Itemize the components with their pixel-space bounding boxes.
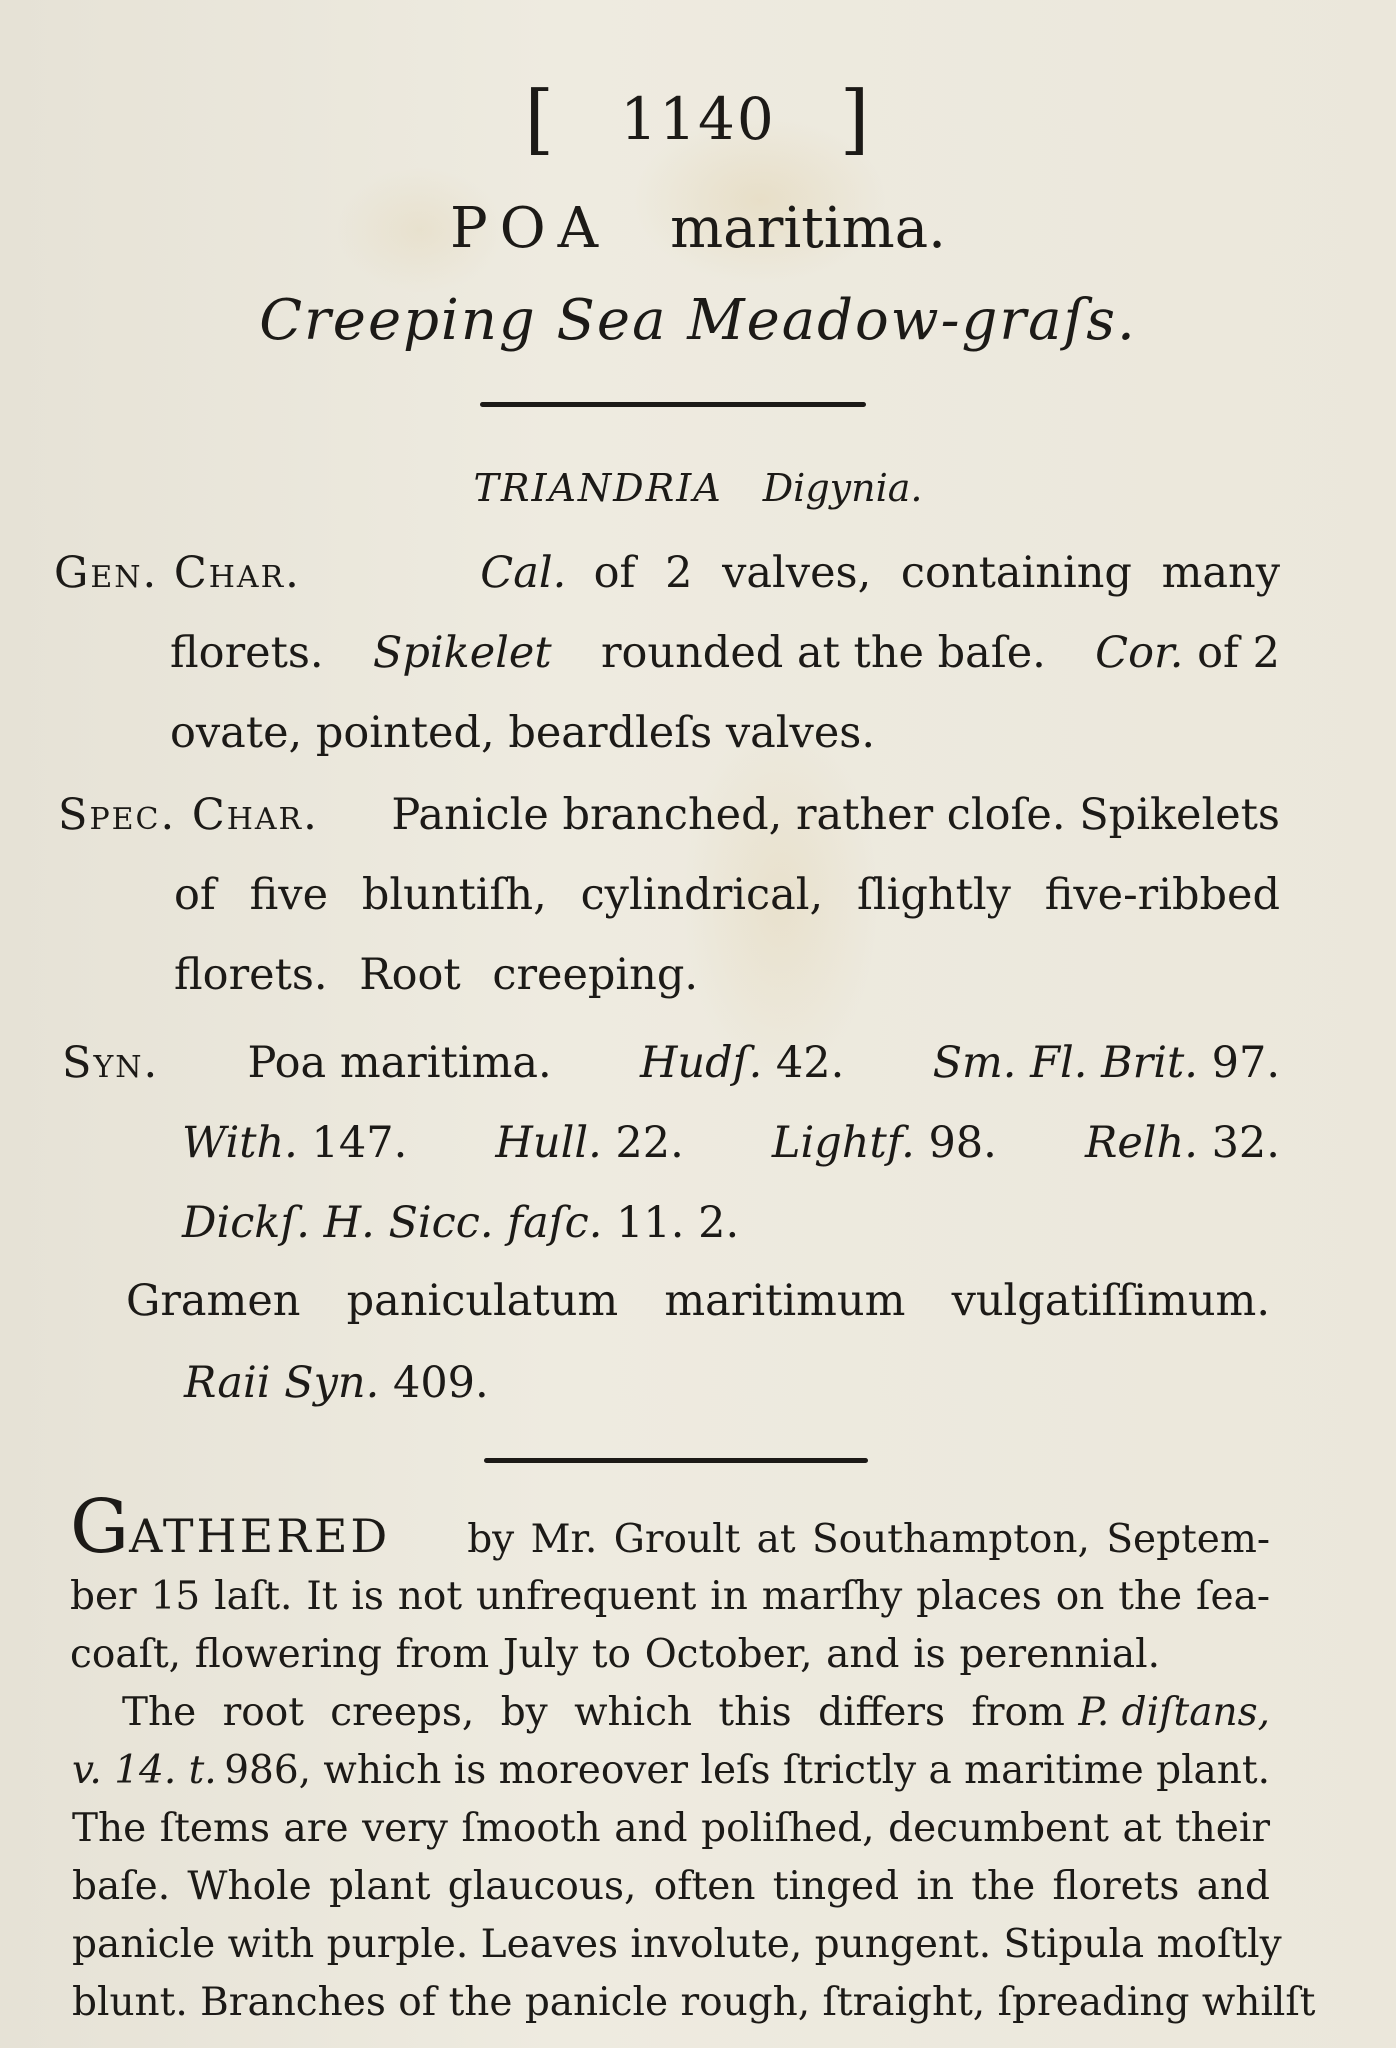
syn-ref: Hudſ. <box>639 1038 763 1088</box>
gen-char-term: Cal. <box>480 548 567 598</box>
species-title <box>0 196 1396 261</box>
syn-num: 22. <box>615 1118 684 1168</box>
description-text: 986, which is moreover leſs ſtrictly a maritime plant. <box>224 1748 1270 1793</box>
description-line-7: baſe. Whole plant glaucous, often tinged in the florets and <box>72 1864 1270 1909</box>
page-number-header <box>0 68 1396 163</box>
gen-char-term: Spikelet <box>372 628 552 678</box>
gen-char-line-1 <box>54 548 1280 598</box>
class-name: TRIANDRIA <box>473 466 723 510</box>
genus-name: POA <box>450 196 611 261</box>
syn-num: 11. 2. <box>616 1198 740 1248</box>
section-divider <box>480 402 866 407</box>
description-line-6: The ſtems are very ſmooth and poliſhed, decumbent at their <box>72 1806 1270 1851</box>
species-name: maritima. <box>670 196 946 261</box>
spec-char-line-3: florets. Root creeping. <box>174 950 699 1000</box>
description-line-4 <box>122 1690 1270 1735</box>
gen-char-text: of 2 <box>1197 628 1280 678</box>
syn-num: 97. <box>1211 1038 1280 1088</box>
syn-ref: Raii Syn. <box>184 1358 380 1408</box>
gen-char-label: Gen. Char. <box>54 548 301 598</box>
left-bracket: [ <box>524 74 557 163</box>
description-line-5 <box>72 1748 1270 1793</box>
description-line-2: ber 15 laſt. It is not unfrequent in marſhy places on the ſea- <box>70 1574 1270 1619</box>
description-ref: v. 14. t. <box>72 1748 217 1793</box>
description-ref: P. diſtans, <box>1078 1690 1270 1735</box>
description-text: by Mr. Groult at Southampton, Septem- <box>467 1517 1270 1562</box>
syn-ref: Relh. <box>1084 1118 1198 1168</box>
description-line-3: coaſt, flowering from July to October, and is perennial. <box>70 1632 1160 1677</box>
syn-num: 32. <box>1211 1118 1280 1168</box>
gen-char-text: of 2 valves, containing many <box>593 548 1280 598</box>
first-word: ATHERED <box>129 1509 391 1563</box>
spec-char-text: Panicle branched, rather cloſe. Spikelets <box>391 790 1280 840</box>
description-line-1 <box>70 1484 1270 1570</box>
syn-num: 98. <box>928 1118 997 1168</box>
page-number: 1140 <box>620 85 776 153</box>
syn-text: Poa maritima. <box>247 1038 552 1088</box>
syn-ref: Sm. Fl. Brit. <box>932 1038 1198 1088</box>
right-bracket: ] <box>839 74 872 163</box>
gen-char-line-3: ovate, pointed, beardleſs valves. <box>170 708 876 758</box>
syn-line-5 <box>184 1358 489 1408</box>
syn-label: Syn. <box>62 1038 160 1088</box>
gen-char-line-2 <box>170 628 1280 678</box>
spec-char-label: Spec. Char. <box>58 790 319 840</box>
syn-line-4: Gramen paniculatum maritimum vulgatiſſimum. <box>126 1276 1270 1326</box>
description-text: The root creeps, by which this differs from <box>122 1690 1065 1735</box>
syn-line-1 <box>62 1038 1280 1088</box>
syn-line-2 <box>182 1118 1280 1168</box>
gen-char-text: rounded at the baſe. <box>600 628 1046 678</box>
syn-num: 42. <box>775 1038 845 1088</box>
syn-ref: Dickſ. H. Sicc. faſc. <box>182 1198 603 1248</box>
syn-line-3 <box>182 1198 739 1248</box>
syn-num: 409. <box>392 1358 489 1408</box>
syn-ref: With. <box>182 1118 298 1168</box>
drop-cap: G <box>70 1484 130 1570</box>
gen-char-text: florets. <box>170 628 324 678</box>
common-name: Creeping Sea Meadow-graſs. <box>259 288 1137 353</box>
classification <box>0 466 1396 510</box>
spec-char-line-1 <box>58 790 1280 840</box>
syn-num: 147. <box>311 1118 408 1168</box>
syn-ref: Lightf. <box>771 1118 915 1168</box>
description-line-9: blunt. Branches of the panicle rough, ſtraight, ſpreading whilſt <box>72 1980 1316 2025</box>
spec-char-line-2: of five bluntiſh, cylindrical, ſlightly five-ribbed <box>174 870 1280 920</box>
gen-char-term: Cor. <box>1095 628 1184 678</box>
description-line-8: panicle with purple. Leaves involute, pungent. Stipula moſtly <box>72 1922 1282 1967</box>
syn-ref: Hull. <box>495 1118 602 1168</box>
section-divider <box>484 1458 868 1463</box>
order-name: Digynia. <box>762 466 923 510</box>
